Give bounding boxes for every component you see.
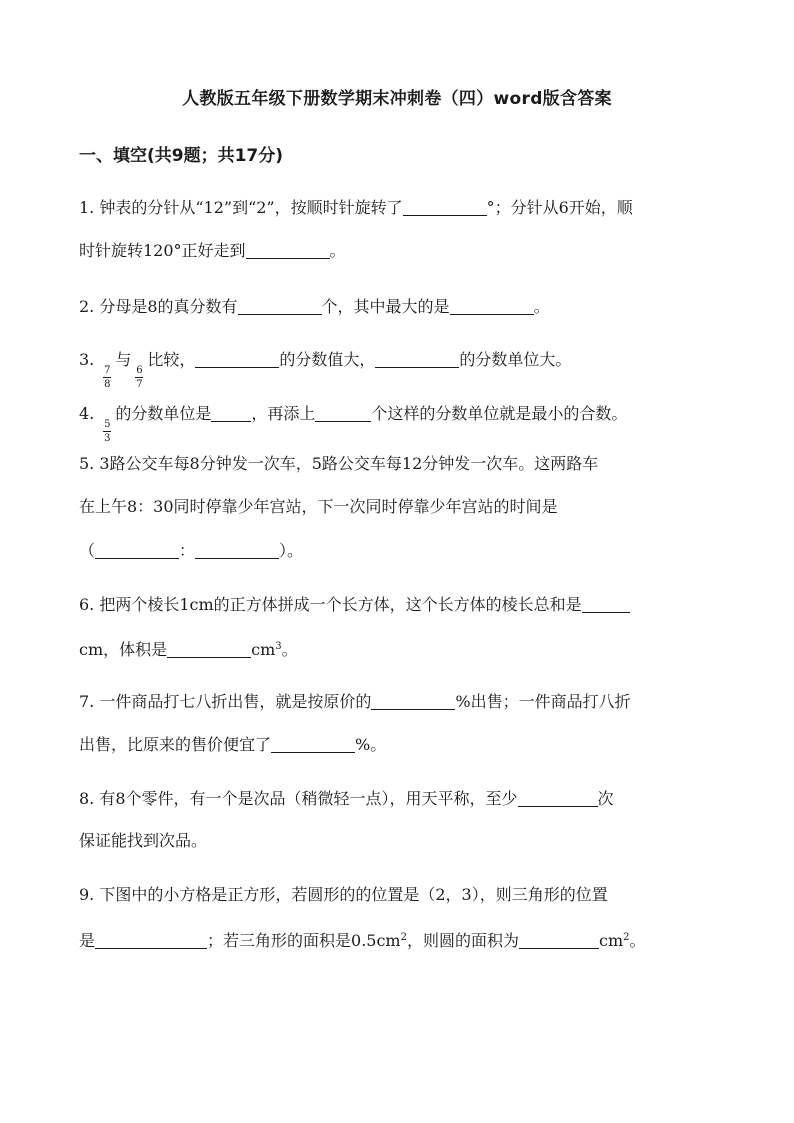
question-3 <box>79 350 719 390</box>
question-text: 是 <box>79 931 96 950</box>
question-text: （ <box>79 541 96 560</box>
question-text: 1. 钟表的分针从“12”到“2”，按顺时针旋转了 <box>79 198 403 217</box>
answer-blank <box>518 790 598 807</box>
answer-blank <box>375 351 459 368</box>
question-text: cm <box>251 640 276 659</box>
question-text: %。 <box>355 735 387 754</box>
answer-blank <box>238 298 322 315</box>
answer-blank <box>167 641 251 658</box>
answer-blank <box>519 932 599 949</box>
question-text: 5. 3路公交车每8分钟发一次车，5路公交车每12分钟发一次车。这两路车 <box>79 454 599 473</box>
question-text: 时针旋转120°正好走到 <box>79 241 246 260</box>
question-text: 。 <box>281 640 298 659</box>
question-text: 。 <box>329 241 346 260</box>
question-text: 次 <box>597 789 614 808</box>
question-2 <box>79 298 719 318</box>
question-text: cm，体积是 <box>79 640 168 659</box>
question-text: 的分数单位大。 <box>459 350 572 369</box>
question-text: 8. 有8个零件，有一个是次品（稍微轻一点），用天平称，至少 <box>79 789 518 808</box>
answer-blank <box>246 242 330 259</box>
section-heading: 一、填空(共9题；共17分) <box>79 146 284 166</box>
question-text: 出售，比原来的售价便宜了 <box>79 735 272 754</box>
question-text: 2. 分母是8的真分数有 <box>79 297 238 316</box>
question-text: 在上午8：30同时停靠少年宫站，下一次同时停靠少年宫站的时间是 <box>79 497 558 516</box>
fraction: $\frac{5}{3}$ <box>104 419 111 444</box>
question-8 <box>79 790 719 853</box>
answer-blank <box>403 199 487 216</box>
question-text: ，则圆的面积为 <box>406 931 519 950</box>
question-text: 的分数值大， <box>279 350 376 369</box>
answer-blank <box>271 736 355 753</box>
question-text: 与 <box>115 350 132 369</box>
question-text: 6. 把两个棱长1cm的正方体拼成一个长方体，这个长方体的棱长总和是 <box>79 595 582 614</box>
question-text: %出售；一件商品打八折 <box>455 692 631 711</box>
question-text: ）。 <box>279 541 304 560</box>
answer-blank <box>371 693 455 710</box>
question-5 <box>79 456 719 562</box>
question-text: 。 <box>629 931 646 950</box>
answer-blank <box>450 298 534 315</box>
question-1 <box>79 199 719 262</box>
question-9: 9. 下图中的小方格是正方形，若圆形的的位置是（2，3），则三角形的位置 是 ；若三角形的面积是$0.5cm^2$，则圆的面积为 $cm^2$。 <box>79 887 719 950</box>
question-text: 7. 一件商品打七八折出售，就是按原价的 <box>79 692 372 711</box>
question-text: 个，其中最大的是 <box>321 297 450 316</box>
question-4 <box>79 404 719 444</box>
question-text: ： <box>179 541 196 560</box>
question-text: 9. 下图中的小方格是正方形，若圆形的的位置是（2，3），则三角形的位置 <box>79 885 608 904</box>
question-text: 个这样的分数单位就是最小的合数。 <box>371 404 628 423</box>
question-text: 比较， <box>147 350 196 369</box>
question-text: ，再添上 <box>251 404 316 423</box>
answer-blank <box>195 351 279 368</box>
question-text: 保证能找到次品。 <box>79 831 208 850</box>
question-7 <box>79 693 719 756</box>
question-text: °；分针从6开始，顺 <box>486 198 633 217</box>
question-number: 3. <box>79 350 95 369</box>
document-title: 人教版五年级下册数学期末冲刺卷（四）word版含答案 <box>182 89 612 109</box>
fraction: $\frac{6}{7}$ <box>136 365 143 390</box>
question-text: 。 <box>533 297 550 316</box>
answer-blank <box>195 542 279 559</box>
answer-blank <box>582 596 630 613</box>
question-text: cm <box>599 931 624 950</box>
answer-blank <box>315 405 371 422</box>
fraction: $\frac{7}{8}$ <box>104 365 111 390</box>
answer-blank <box>95 932 207 949</box>
answer-blank <box>95 542 179 559</box>
answer-blank <box>211 405 251 422</box>
question-text: 的分数单位是 <box>115 404 212 423</box>
question-text: ；若三角形的面积是0.5cm <box>207 931 401 950</box>
question-number: 4. <box>79 404 95 423</box>
question-6: 6. 把两个棱长1cm的正方体拼成一个长方体，这个长方体的棱长总和是 cm，体积是 $cm^3$。 <box>79 596 719 659</box>
